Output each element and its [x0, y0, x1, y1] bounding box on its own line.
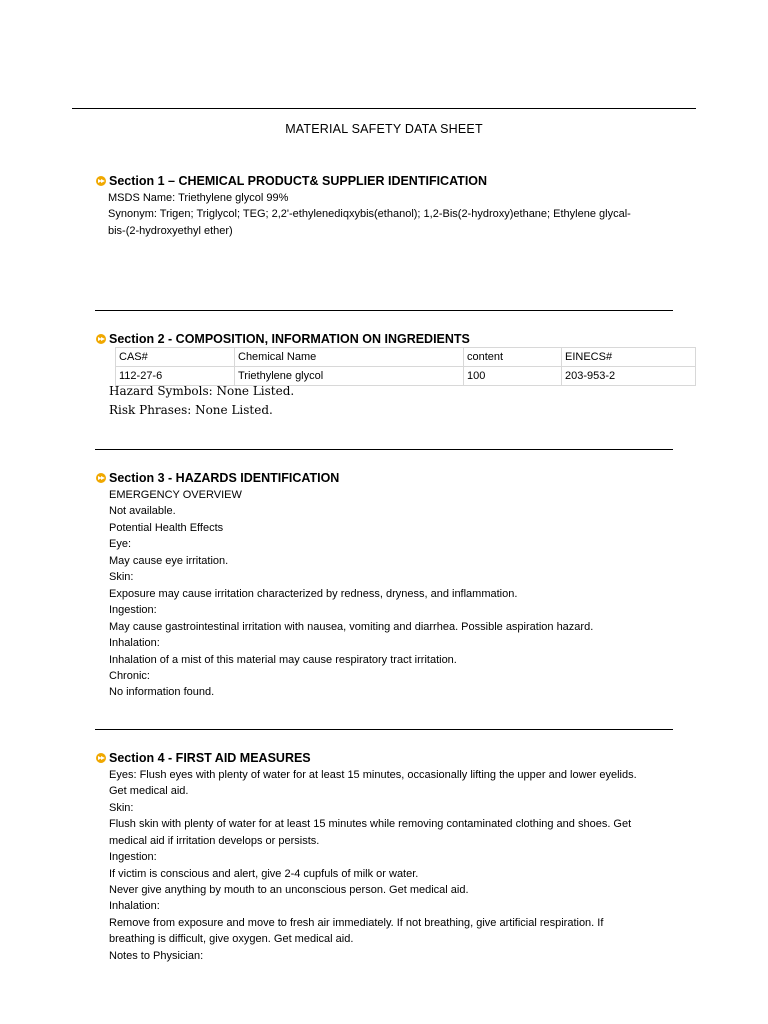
section-2-title: Section 2 - COMPOSITION, INFORMATION ON INGREDIENTS — [109, 332, 470, 346]
section-4-line: Eyes: Flush eyes with plenty of water for at least 15 minutes, occasionally lifting the upper and lower eyelids. — [109, 769, 637, 781]
section-4-line: Notes to Physician: — [109, 950, 204, 962]
arrow-bullet-icon — [96, 753, 106, 763]
section-3-line: EMERGENCY OVERVIEW — [109, 489, 242, 501]
section-4-line: If victim is conscious and alert, give 2-4 cupfuls of milk or water. — [109, 868, 419, 880]
section-3-line: Potential Health Effects — [109, 522, 224, 534]
table-cell: 100 — [464, 367, 562, 386]
section-3-line: Not available. — [109, 505, 176, 517]
section-3-line: Ingestion: — [109, 604, 157, 616]
section-1-title: Section 1 – CHEMICAL PRODUCT& SUPPLIER IDENTIFICATION — [109, 174, 488, 188]
arrow-bullet-icon — [96, 176, 106, 186]
risk-phrases: Risk Phrases: None Listed. — [109, 403, 273, 417]
section-4-line: breathing is difficult, give oxygen. Get medical aid. — [109, 933, 354, 945]
table-header-cell: CAS# — [116, 348, 235, 367]
section-3-line: May cause eye irritation. — [109, 555, 229, 567]
table-header-cell: content — [464, 348, 562, 367]
section-3-line: No information found. — [109, 686, 215, 698]
table-cell: Triethylene glycol — [235, 367, 464, 386]
top-rule — [72, 108, 696, 109]
table-row — [116, 367, 696, 386]
section-3-line: Eye: — [109, 538, 132, 550]
section-divider — [95, 449, 673, 450]
section-3-line: Skin: — [109, 571, 134, 583]
section-3-line: Exposure may cause irritation characterized by redness, dryness, and inflammation. — [109, 588, 518, 600]
section-4-line: Get medical aid. — [109, 785, 189, 797]
section-divider — [95, 729, 673, 730]
hazard-symbols: Hazard Symbols: None Listed. — [109, 384, 295, 398]
section-4-line: Remove from exposure and move to fresh air immediately. If not breathing, give artificial respiration. If — [109, 917, 604, 929]
table-header-row — [116, 348, 696, 367]
section-3-line: Inhalation: — [109, 637, 160, 649]
section-4-line: Skin: — [109, 802, 134, 814]
table-cell: 203-953-2 — [562, 367, 696, 386]
composition-table — [115, 347, 696, 386]
section-3-line: Inhalation of a mist of this material may cause respiratory tract irritation. — [109, 654, 457, 666]
arrow-bullet-icon — [96, 473, 106, 483]
section-1-line: bis-(2-hydroxyethyl ether) — [108, 225, 233, 237]
section-3-title: Section 3 - HAZARDS IDENTIFICATION — [109, 471, 340, 485]
section-2-heading — [96, 332, 470, 346]
arrow-bullet-icon — [96, 334, 106, 344]
section-3-line: May cause gastrointestinal irritation with nausea, vomiting and diarrhea. Possible aspiration hazard. — [109, 621, 594, 633]
section-4-line: Inhalation: — [109, 900, 160, 912]
section-1-line: MSDS Name: Triethylene glycol 99% — [108, 192, 289, 204]
section-1-line: Synonym: Trigen; Triglycol; TEG; 2,2'-ethylenediqxybis(ethanol); 1,2-Bis(2-hydroxy)ethane; Ethylene glycal- — [108, 208, 631, 220]
section-4-line: Ingestion: — [109, 851, 157, 863]
document-title: MATERIAL SAFETY DATA SHEET — [285, 122, 483, 136]
section-1-heading — [96, 174, 487, 188]
section-4-line: Never give anything by mouth to an unconscious person. Get medical aid. — [109, 884, 469, 896]
section-4-title: Section 4 - FIRST AID MEASURES — [109, 751, 311, 765]
table-header-cell: EINECS# — [562, 348, 696, 367]
table-cell: 112-27-6 — [116, 367, 235, 386]
section-divider — [95, 310, 673, 311]
section-3-line: Chronic: — [109, 670, 150, 682]
section-3-heading — [96, 471, 339, 485]
table-header-cell: Chemical Name — [235, 348, 464, 367]
section-4-line: medical aid if irritation develops or persists. — [109, 835, 320, 847]
section-4-line: Flush skin with plenty of water for at least 15 minutes while removing contaminated clothing and shoes. Get — [109, 818, 632, 830]
section-4-heading — [96, 751, 311, 765]
